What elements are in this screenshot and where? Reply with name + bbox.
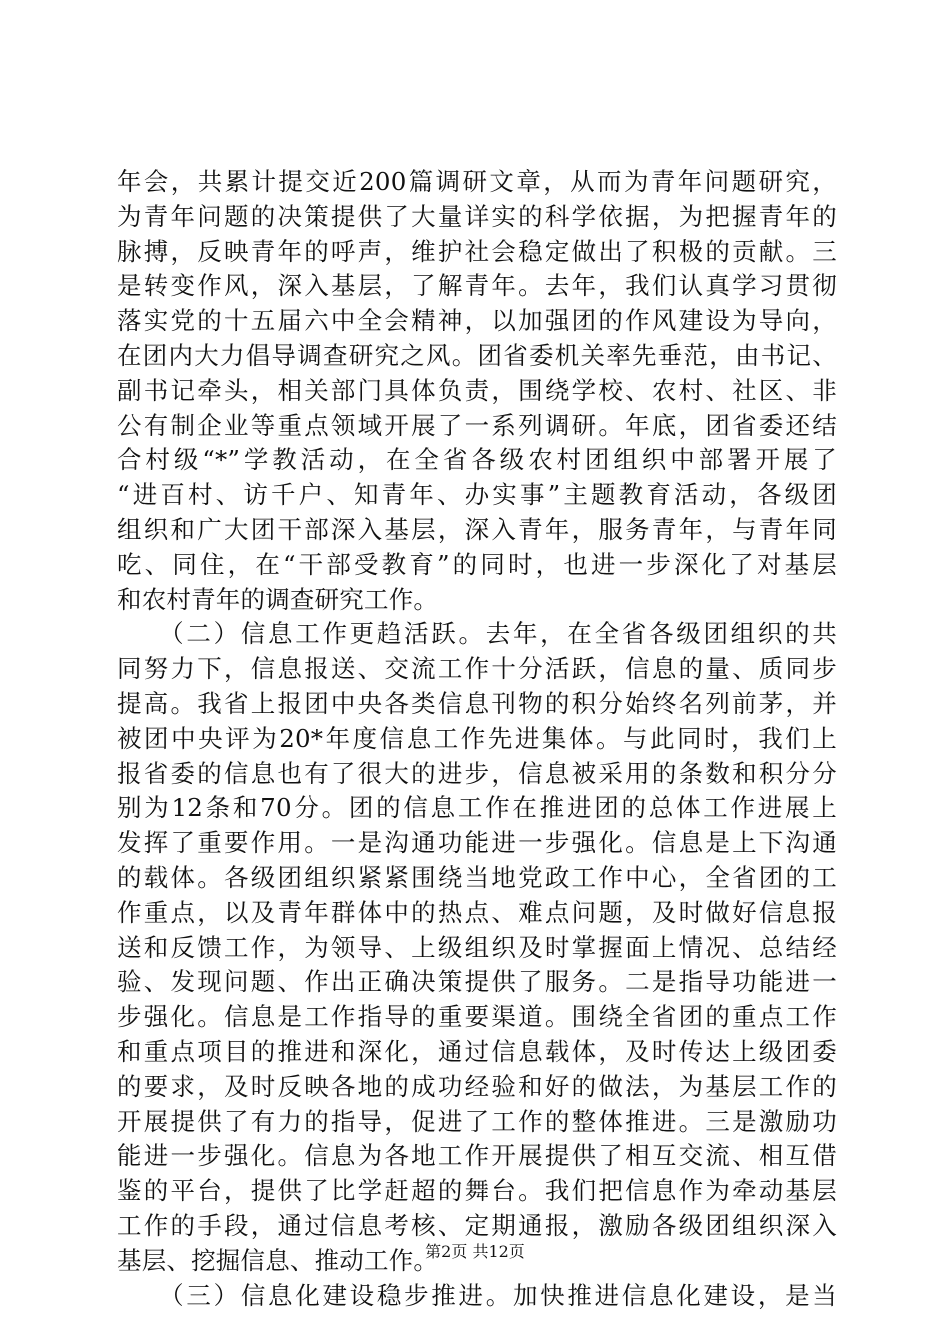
text-line: （三）信息化建设稳步推进。加快推进信息化建设，是当 xyxy=(117,1280,837,1310)
text-line: 和重点项目的推进和深化，通过信息载体，及时传达上级团委 xyxy=(117,1036,837,1066)
text-line: 的要求，及时反映各地的成功经验和好的做法，为基层工作的 xyxy=(117,1071,837,1101)
text-line: 为青年问题的决策提供了大量详实的科学依据，为把握青年的 xyxy=(117,201,837,231)
text-line: 能进一步强化。信息为各地工作开展提供了相互交流、相互借 xyxy=(117,1141,837,1171)
text-line: 验、发现问题、作出正确决策提供了服务。二是指导功能进一 xyxy=(117,967,837,997)
text-line: （二）信息工作更趋活跃。去年，在全省各级团组织的共 xyxy=(117,619,837,649)
text-line: 发挥了重要作用。一是沟通功能进一步强化。信息是上下沟通 xyxy=(117,828,837,858)
text-line: 副书记牵头，相关部门具体负责，围绕学校、农村、社区、非 xyxy=(117,375,837,405)
page-footer: 第2页 共12页 xyxy=(425,1242,525,1261)
text-line: 吃、同住，在“干部受教育”的同时，也进一步深化了对基层 xyxy=(117,549,837,579)
text-line: 步强化。信息是工作指导的重要渠道。围绕全省团的重点工作 xyxy=(117,1002,837,1032)
text-line: 脉搏，反映青年的呼声，维护社会稳定做出了积极的贡献。三 xyxy=(117,236,837,266)
text-line: 组织和广大团干部深入基层，深入青年，服务青年，与青年同 xyxy=(117,514,837,544)
text-line: 别为12条和70分。团的信息工作在推进团的总体工作进展上 xyxy=(117,793,837,823)
text-line: 是转变作风，深入基层，了解青年。去年，我们认真学习贯彻 xyxy=(117,271,837,301)
text-line: “进百村、访千户、知青年、办实事”主题教育活动，各级团 xyxy=(117,480,837,510)
text-line: 送和反馈工作，为领导、上级组织及时掌握面上情况、总结经 xyxy=(117,932,837,962)
text-line: 提高。我省上报团中央各类信息刊物的积分始终名列前茅，并 xyxy=(117,688,837,718)
text-line: 基层、挖掘信息、推动工作。 xyxy=(117,1245,439,1275)
text-line: 报省委的信息也有了很大的进步，信息被采用的条数和积分分 xyxy=(117,758,837,788)
text-line: 同努力下，信息报送、交流工作十分活跃，信息的量、质同步 xyxy=(117,654,837,684)
text-line: 工作的手段，通过信息考核、定期通报，激励各级团组织深入 xyxy=(117,1210,837,1240)
text-line: 合村级“*”学教活动，在全省各级农村团组织中部署开展了 xyxy=(117,445,837,475)
text-line: 在团内大力倡导调查研究之风。团省委机关率先垂范，由书记、 xyxy=(117,340,837,370)
text-line: 落实党的十五届六中全会精神，以加强团的作风建设为导向， xyxy=(117,306,837,336)
text-line: 的载体。各级团组织紧紧围绕当地党政工作中心，全省团的工 xyxy=(117,862,837,892)
text-line: 被团中央评为20*年度信息工作先进集体。与此同时，我们上 xyxy=(117,723,837,753)
body-text xyxy=(117,165,837,1313)
text-line: 鉴的平台，提供了比学赶超的舞台。我们把信息作为牵动基层 xyxy=(117,1176,837,1206)
text-line: 作重点，以及青年群体中的热点、难点问题，及时做好信息报 xyxy=(117,897,837,927)
text-line: 开展提供了有力的指导，促进了工作的整体推进。三是激励功 xyxy=(117,1106,837,1136)
text-line: 和农村青年的调查研究工作。 xyxy=(117,584,439,614)
text-line: 年会，共累计提交近200篇调研文章，从而为青年问题研究， xyxy=(117,167,837,196)
text-line: 公有制企业等重点领域开展了一系列调研。年底，团省委还结 xyxy=(117,410,837,440)
